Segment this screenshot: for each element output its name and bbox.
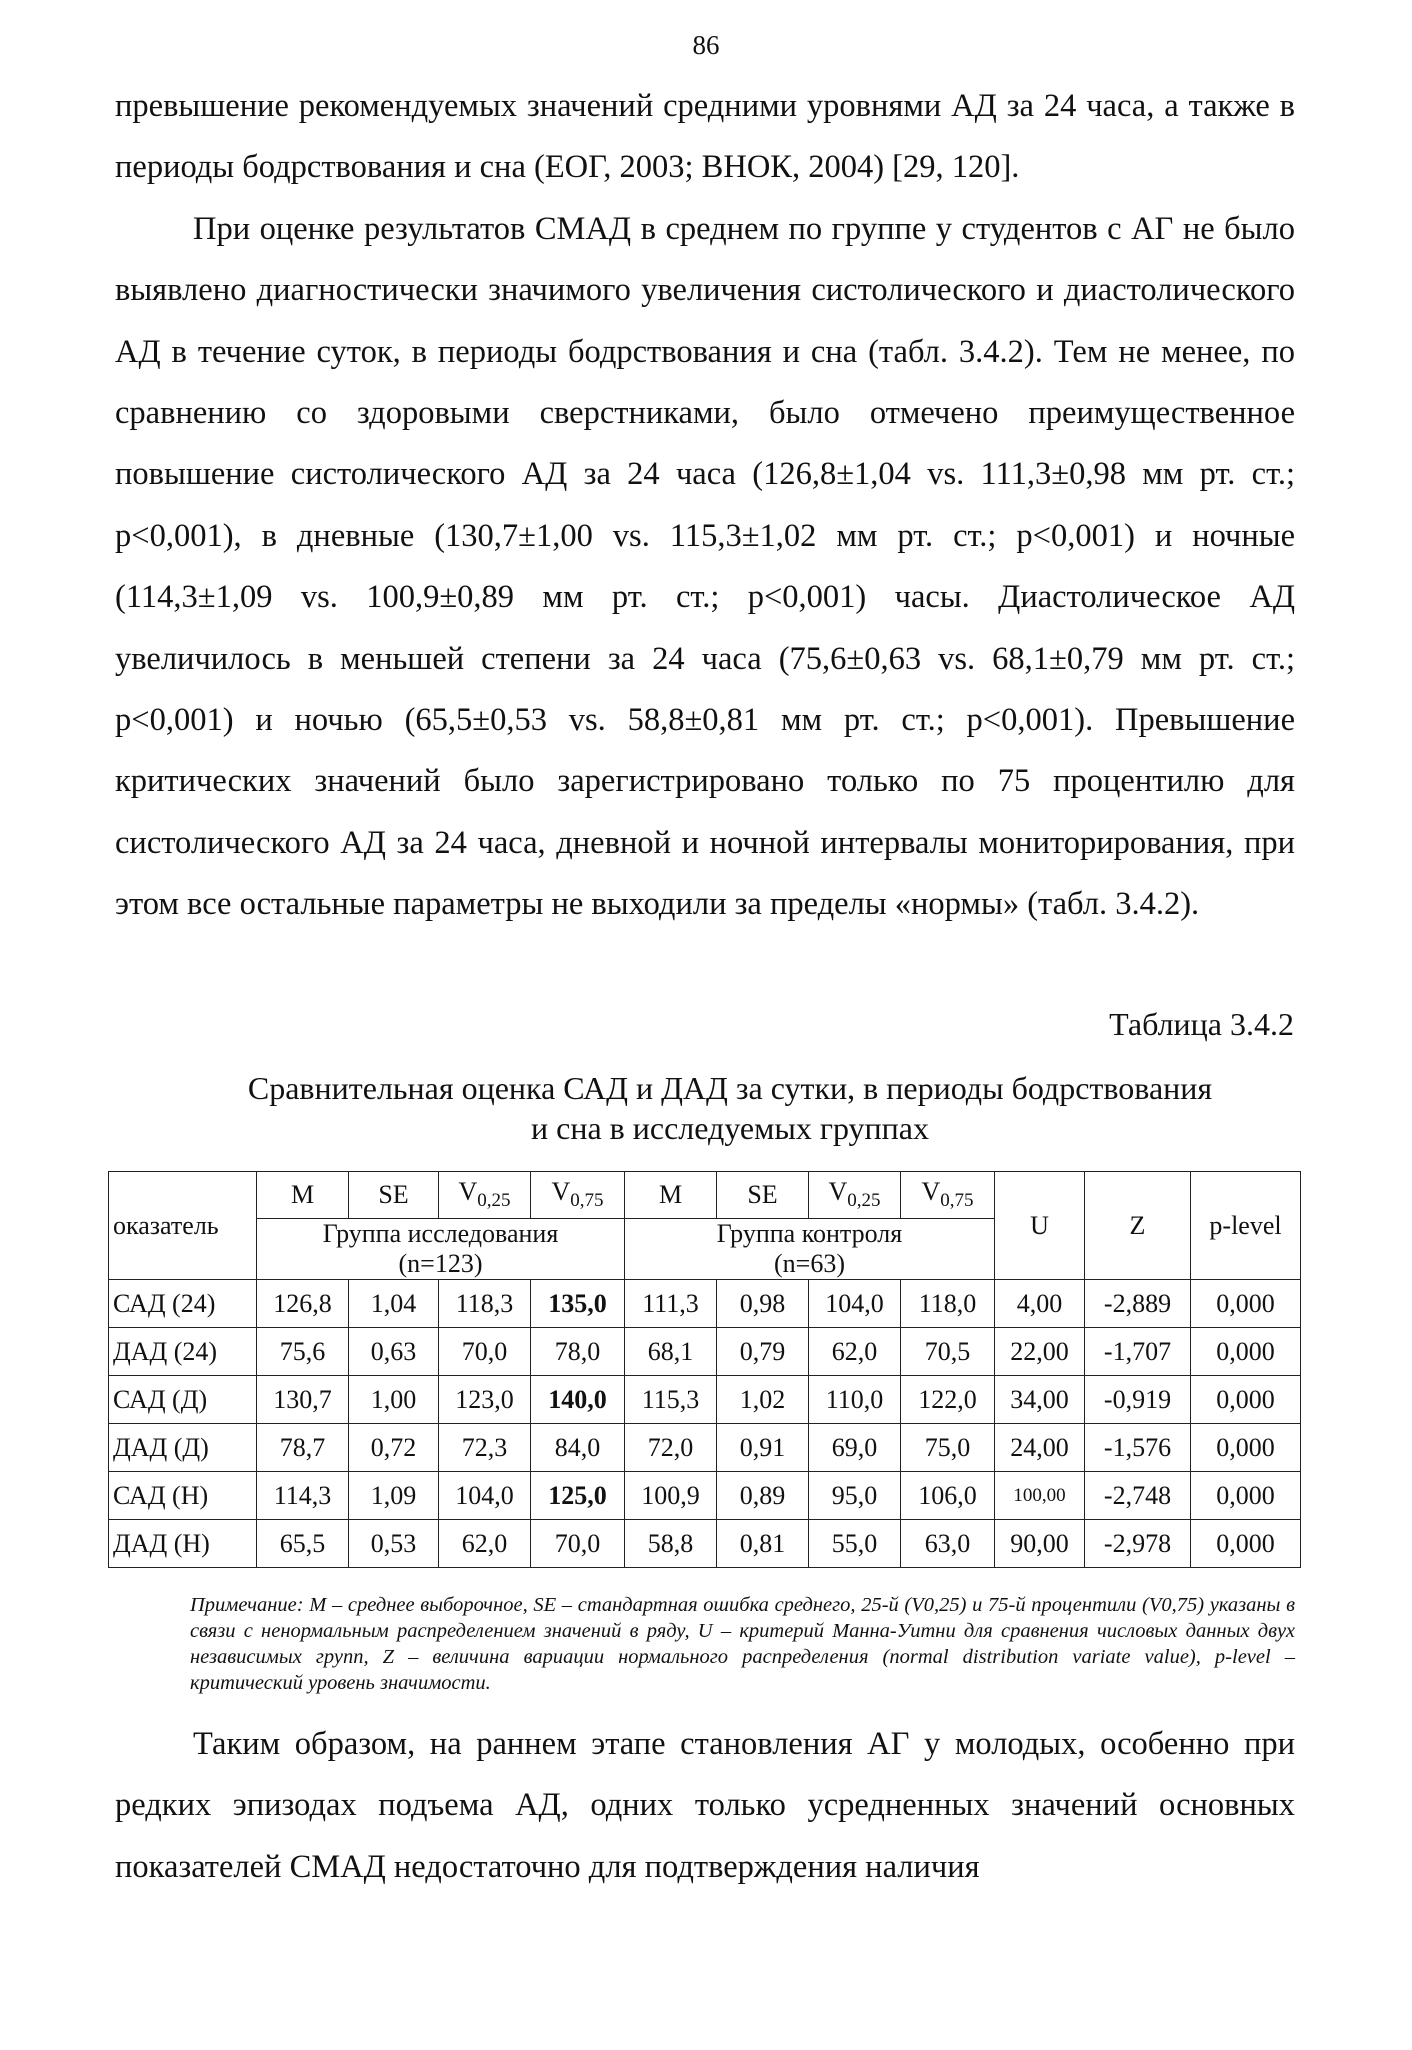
- header-se-study: SE: [349, 1172, 439, 1219]
- header-m-study: M: [257, 1172, 349, 1219]
- cell-v75-1: 135,0: [531, 1280, 625, 1328]
- cell-u: 22,00: [995, 1328, 1085, 1376]
- cell-m2: 111,3: [625, 1280, 717, 1328]
- table-row: [109, 1376, 1301, 1424]
- cell-v75-2: 70,5: [901, 1328, 995, 1376]
- top-text-block: [115, 76, 1295, 936]
- header-group-control: [625, 1219, 995, 1280]
- header-indicator: оказатель: [109, 1172, 257, 1280]
- cell-p: 0,000: [1191, 1280, 1301, 1328]
- cell-m1: 114,3: [257, 1472, 349, 1520]
- cell-p: 0,000: [1191, 1424, 1301, 1472]
- header-u: U: [995, 1172, 1085, 1280]
- cell-v25-1: 104,0: [439, 1472, 531, 1520]
- cell-p: 0,000: [1191, 1328, 1301, 1376]
- cell-se1: 0,53: [349, 1520, 439, 1568]
- table-row: [109, 1280, 1301, 1328]
- cell-se2: 1,02: [717, 1376, 809, 1424]
- group-control-n: (n=63): [774, 1249, 845, 1278]
- cell-v25-1: 118,3: [439, 1280, 531, 1328]
- header-v75-study: $V_{0,75}$: [531, 1172, 625, 1219]
- cell-indicator: САД (Д): [109, 1376, 257, 1424]
- table-row: [109, 1520, 1301, 1568]
- cell-u: 24,00: [995, 1424, 1085, 1472]
- cell-v25-2: 110,0: [809, 1376, 901, 1424]
- header-v75-control: $V_{0,75}$: [901, 1172, 995, 1219]
- table-note: Примечание: M – среднее выборочное, SE – стандартная ошибка среднего, 25-й (V0,25) и 75-й процентили (V0,75) указаны в связи с ненормальным распределением значений в ряду, U – критерий Манна-Уитни для сравнения числовых данных двух независимых групп, Z – величина вариации нормального распределения (normal distribution variate value), p-level – критический уровень значимости.: [190, 1594, 1295, 1694]
- cell-p: 0,000: [1191, 1472, 1301, 1520]
- cell-m1: 75,6: [257, 1328, 349, 1376]
- cell-v75-2: 106,0: [901, 1472, 995, 1520]
- cell-indicator: САД (24): [109, 1280, 257, 1328]
- cell-indicator: САД (Н): [109, 1472, 257, 1520]
- group-control-label: Группа контроля: [716, 1219, 903, 1248]
- cell-v25-1: 72,3: [439, 1424, 531, 1472]
- cell-m1: 126,8: [257, 1280, 349, 1328]
- paragraph-2: При оценке результатов СМАД в среднем по группе у студентов с АГ не было выявлено диагностически значимого увеличения систолического и диастолического АД в течение суток, в периоды бодрствования и сна (табл. 3.4.2). Тем не менее, по сравнению со здоровыми сверстниками, было отмечено преимущественное повышение систолического АД за 24 часа (126,8±1,04 vs. 111,3±0,98 мм рт. ст.; p<0,001), в дневные (130,7±1,00 vs. 115,3±1,02 мм рт. ст.; p<0,001) и ночные (114,3±1,09 vs. 100,9±0,89 мм рт. ст.; p<0,001) часы. Диастолическое АД увеличилось в меньшей степени за 24 часа (75,6±0,63 vs. 68,1±0,79 мм рт. ст.; p<0,001) и ночью (65,5±0,53 vs. 58,8±0,81 мм рт. ст.; p<0,001). Превышение критических значений было зарегистрировано только по 75 процентилю для систолического АД за 24 часа, дневной и ночной интервалы мониторирования, при этом все остальные параметры не выходили за пределы «нормы» (табл. 3.4.2).: [115, 210, 1295, 923]
- cell-z: -0,919: [1085, 1376, 1191, 1424]
- table-row: [109, 1328, 1301, 1376]
- paragraph-1: превышение рекомендуемых значений средними уровнями АД за 24 часа, а также в периоды бодрствования и сна (ЕОГ, 2003; ВНОК, 2004) [29, 120].: [115, 88, 1295, 186]
- table-row: [109, 1472, 1301, 1520]
- table-caption: [170, 1068, 1290, 1148]
- cell-v25-1: 70,0: [439, 1328, 531, 1376]
- table-caption-line-2: и сна в исследуемых группах: [530, 1110, 929, 1146]
- cell-v75-1: 78,0: [531, 1328, 625, 1376]
- cell-se1: 0,72: [349, 1424, 439, 1472]
- cell-v25-1: 123,0: [439, 1376, 531, 1424]
- cell-indicator: ДАД (Н): [109, 1520, 257, 1568]
- cell-z: -2,889: [1085, 1280, 1191, 1328]
- cell-m1: 130,7: [257, 1376, 349, 1424]
- cell-indicator: ДАД (Д): [109, 1424, 257, 1472]
- cell-se1: 0,63: [349, 1328, 439, 1376]
- header-v25-control: $V_{0,25}$: [809, 1172, 901, 1219]
- cell-se1: 1,09: [349, 1472, 439, 1520]
- cell-v75-1: 84,0: [531, 1424, 625, 1472]
- cell-se1: 1,00: [349, 1376, 439, 1424]
- header-m-control: M: [625, 1172, 717, 1219]
- comparison-table: [108, 1171, 1301, 1568]
- cell-m2: 100,9: [625, 1472, 717, 1520]
- cell-indicator: ДАД (24): [109, 1328, 257, 1376]
- bottom-text-block: [115, 1714, 1295, 1898]
- cell-v25-2: 95,0: [809, 1472, 901, 1520]
- cell-se2: 0,79: [717, 1328, 809, 1376]
- cell-v75-1: 125,0: [531, 1472, 625, 1520]
- cell-p: 0,000: [1191, 1376, 1301, 1424]
- table-label: Таблица 3.4.2: [1109, 1006, 1294, 1042]
- cell-u: 100,00: [995, 1472, 1085, 1520]
- cell-z: -1,576: [1085, 1424, 1191, 1472]
- table-row: [109, 1424, 1301, 1472]
- header-group-study: [257, 1219, 625, 1280]
- cell-z: -2,978: [1085, 1520, 1191, 1568]
- cell-m2: 115,3: [625, 1376, 717, 1424]
- cell-u: 4,00: [995, 1280, 1085, 1328]
- cell-v25-2: 62,0: [809, 1328, 901, 1376]
- cell-v75-2: 63,0: [901, 1520, 995, 1568]
- paragraph-3: Таким образом, на раннем этапе становления АГ у молодых, особенно при редких эпизодах подъема АД, одних только усредненных значений основных показателей СМАД недостаточно для подтверждения наличия: [115, 1726, 1295, 1885]
- table-caption-line-1: Сравнительная оценка САД и ДАД за сутки, в периоды бодрствования: [247, 1070, 1213, 1106]
- cell-m2: 72,0: [625, 1424, 717, 1472]
- cell-se2: 0,89: [717, 1472, 809, 1520]
- header-se-control: SE: [717, 1172, 809, 1219]
- header-z: Z: [1085, 1172, 1191, 1280]
- header-p-level: p-level: [1191, 1172, 1301, 1280]
- cell-v75-1: 140,0: [531, 1376, 625, 1424]
- cell-m2: 58,8: [625, 1520, 717, 1568]
- cell-u: 34,00: [995, 1376, 1085, 1424]
- header-v25-study: $V_{0,25}$: [439, 1172, 531, 1219]
- cell-v75-2: 118,0: [901, 1280, 995, 1328]
- header-row-stats: [109, 1172, 1301, 1219]
- cell-m1: 78,7: [257, 1424, 349, 1472]
- cell-z: -1,707: [1085, 1328, 1191, 1376]
- cell-se1: 1,04: [349, 1280, 439, 1328]
- cell-p: 0,000: [1191, 1520, 1301, 1568]
- cell-se2: 0,81: [717, 1520, 809, 1568]
- cell-v25-2: 55,0: [809, 1520, 901, 1568]
- cell-v25-2: 69,0: [809, 1424, 901, 1472]
- cell-v75-1: 70,0: [531, 1520, 625, 1568]
- group-study-n: (n=123): [398, 1249, 483, 1278]
- cell-m1: 65,5: [257, 1520, 349, 1568]
- page-number: 86: [692, 30, 720, 60]
- cell-z: -2,748: [1085, 1472, 1191, 1520]
- cell-se2: 0,91: [717, 1424, 809, 1472]
- group-study-label: Группа исследования: [322, 1219, 559, 1248]
- cell-v25-2: 104,0: [809, 1280, 901, 1328]
- cell-m2: 68,1: [625, 1328, 717, 1376]
- cell-u: 90,00: [995, 1520, 1085, 1568]
- cell-v75-2: 122,0: [901, 1376, 995, 1424]
- cell-v25-1: 62,0: [439, 1520, 531, 1568]
- cell-se2: 0,98: [717, 1280, 809, 1328]
- cell-v75-2: 75,0: [901, 1424, 995, 1472]
